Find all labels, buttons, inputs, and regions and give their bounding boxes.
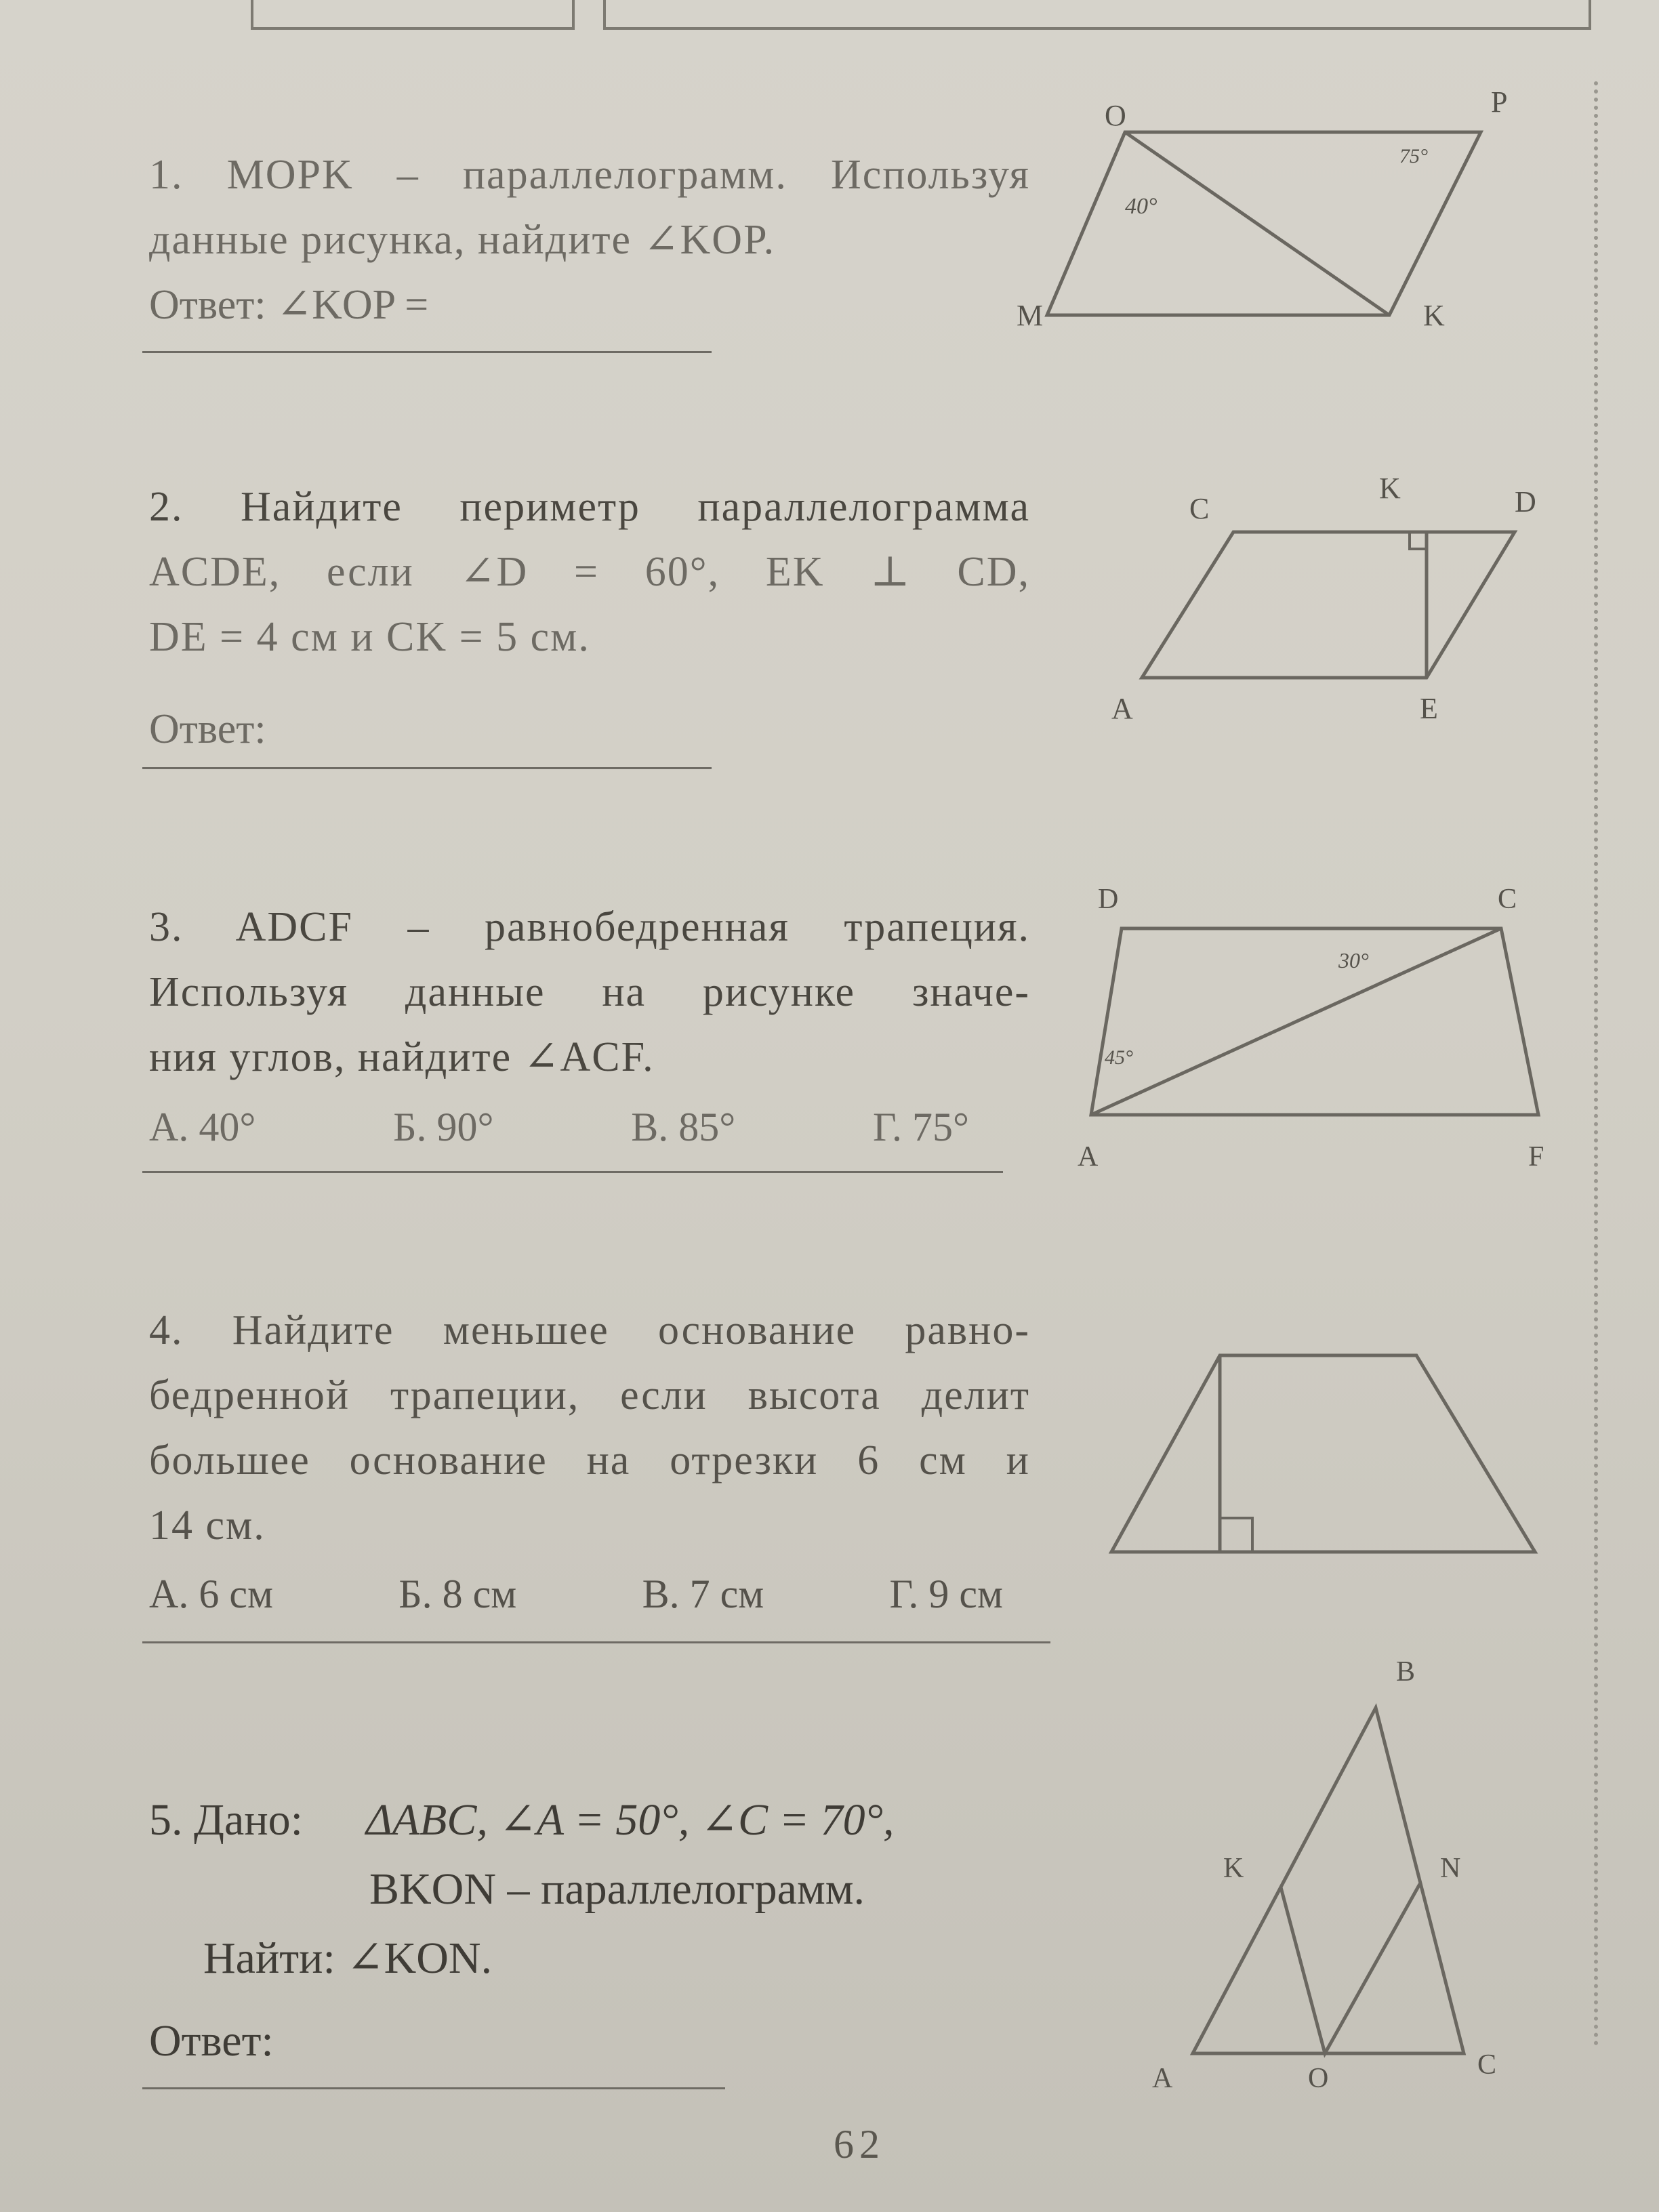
label-c: C <box>1498 884 1517 915</box>
task-2-line-2: ACDE, если ∠D = 60°, EK ⊥ CD, <box>149 549 1030 595</box>
angle-40: 40° <box>1125 194 1158 219</box>
task-4-options <box>149 1563 1003 1624</box>
task-4-option-g[interactable]: Г. 9 см <box>889 1572 1003 1616</box>
label-d: D <box>1098 884 1119 915</box>
trapezoid <box>1111 1355 1535 1552</box>
task-2-answer-label: Ответ: <box>149 706 266 752</box>
task-3-option-g[interactable]: Г. 75° <box>873 1105 969 1149</box>
label-m: M <box>1017 299 1044 332</box>
task-3-line-1: 3. ADCF – равнобедренная трапеция. <box>149 904 1030 950</box>
task-1 <box>149 142 1030 337</box>
task-1-answer-line <box>142 351 712 353</box>
label-d: D <box>1515 485 1536 518</box>
label-f: F <box>1528 1141 1544 1172</box>
label-c: C <box>1477 2049 1497 2081</box>
task-5-figure <box>1152 1654 1545 2094</box>
task-4-figure <box>1105 1342 1538 1565</box>
task-4-option-v[interactable]: В. 7 см <box>642 1572 764 1616</box>
task-1-line-2: данные рисунка, найдите ∠KOP. <box>149 217 776 263</box>
task-5-given-label: 5. Дано: <box>149 1795 303 1845</box>
task-3-option-v[interactable]: В. 85° <box>631 1105 736 1149</box>
task-2-line-1: 2. Найдите периметр параллелограмма <box>149 484 1030 530</box>
task-2-line-3: DE = 4 см и CK = 5 см. <box>149 614 590 660</box>
task-3-options <box>149 1097 969 1158</box>
task-2-answer-line <box>142 767 712 769</box>
angle-45: 45° <box>1105 1046 1133 1069</box>
header-box-left <box>251 0 575 30</box>
diagonal-ac <box>1091 928 1501 1115</box>
task-2 <box>149 474 1030 762</box>
task-3-figure <box>1078 881 1565 1206</box>
right-angle-mark-k <box>1410 532 1427 549</box>
right-angle-mark <box>1220 1518 1252 1552</box>
label-a: A <box>1111 692 1133 725</box>
parallelogram-acde <box>1142 532 1515 678</box>
task-4-line-2: бедренной трапеции, если высота делит <box>149 1372 1030 1418</box>
label-e: E <box>1420 692 1438 725</box>
task-3-line-3: ния углов, найдите ∠ACF. <box>149 1034 655 1080</box>
label-k: K <box>1379 472 1401 505</box>
perforation-edge <box>1594 81 1598 2047</box>
task-4-line-1: 4. Найдите меньшее основание равно- <box>149 1307 1030 1353</box>
page-number: 62 <box>834 2122 885 2167</box>
label-k: K <box>1423 299 1445 332</box>
task-3-option-b[interactable]: Б. 90° <box>393 1105 494 1149</box>
label-a: A <box>1152 2063 1173 2094</box>
segment-ok <box>1125 132 1389 315</box>
label-c: C <box>1189 492 1210 525</box>
label-o: O <box>1308 2063 1329 2094</box>
task-2-figure <box>1111 461 1545 745</box>
task-5-answer-line <box>142 2087 725 2089</box>
header-box-right <box>603 0 1591 30</box>
parallelogram-bkon <box>1281 1884 1420 2053</box>
label-k: K <box>1223 1853 1244 1884</box>
task-4-option-b[interactable]: Б. 8 см <box>398 1572 517 1616</box>
label-a: A <box>1078 1141 1099 1172</box>
task-3-line-2: Используя данные на рисунке значе- <box>149 969 1030 1015</box>
trapezoid-adcf <box>1091 928 1538 1115</box>
task-5-given-line-2: BKON – параллелограмм. <box>369 1864 865 1914</box>
label-n: N <box>1440 1853 1461 1884</box>
task-3-divider <box>142 1171 1003 1173</box>
task-4-line-4: 14 см. <box>149 1502 266 1549</box>
task-4-divider <box>142 1641 1050 1643</box>
task-4-option-a[interactable]: А. 6 см <box>149 1572 273 1616</box>
task-1-figure <box>1017 85 1572 339</box>
task-1-answer-label: Ответ: ∠KOP = <box>149 282 429 328</box>
task-3-option-a[interactable]: А. 40° <box>149 1105 256 1149</box>
task-5-given-row <box>149 1786 1030 1855</box>
task-5-given-line-1: ΔABC, ∠A = 50°, ∠C = 70°, <box>365 1795 895 1845</box>
task-4-line-3: большее основание на отрезки 6 см и <box>149 1437 1030 1483</box>
task-4 <box>149 1298 1030 1624</box>
task-1-line-1: 1. MOPK – параллелограмм. Используя <box>149 152 1030 198</box>
task-3 <box>149 895 1030 1158</box>
angle-30: 30° <box>1338 948 1369 972</box>
label-p: P <box>1491 85 1508 119</box>
task-5-find: Найти: ∠KON. <box>203 1933 493 1983</box>
angle-75: 75° <box>1399 145 1428 167</box>
task-5 <box>149 1786 1030 2076</box>
label-b: B <box>1396 1656 1416 1687</box>
label-o: O <box>1105 99 1126 132</box>
task-5-answer-label: Ответ: <box>149 2016 274 2066</box>
